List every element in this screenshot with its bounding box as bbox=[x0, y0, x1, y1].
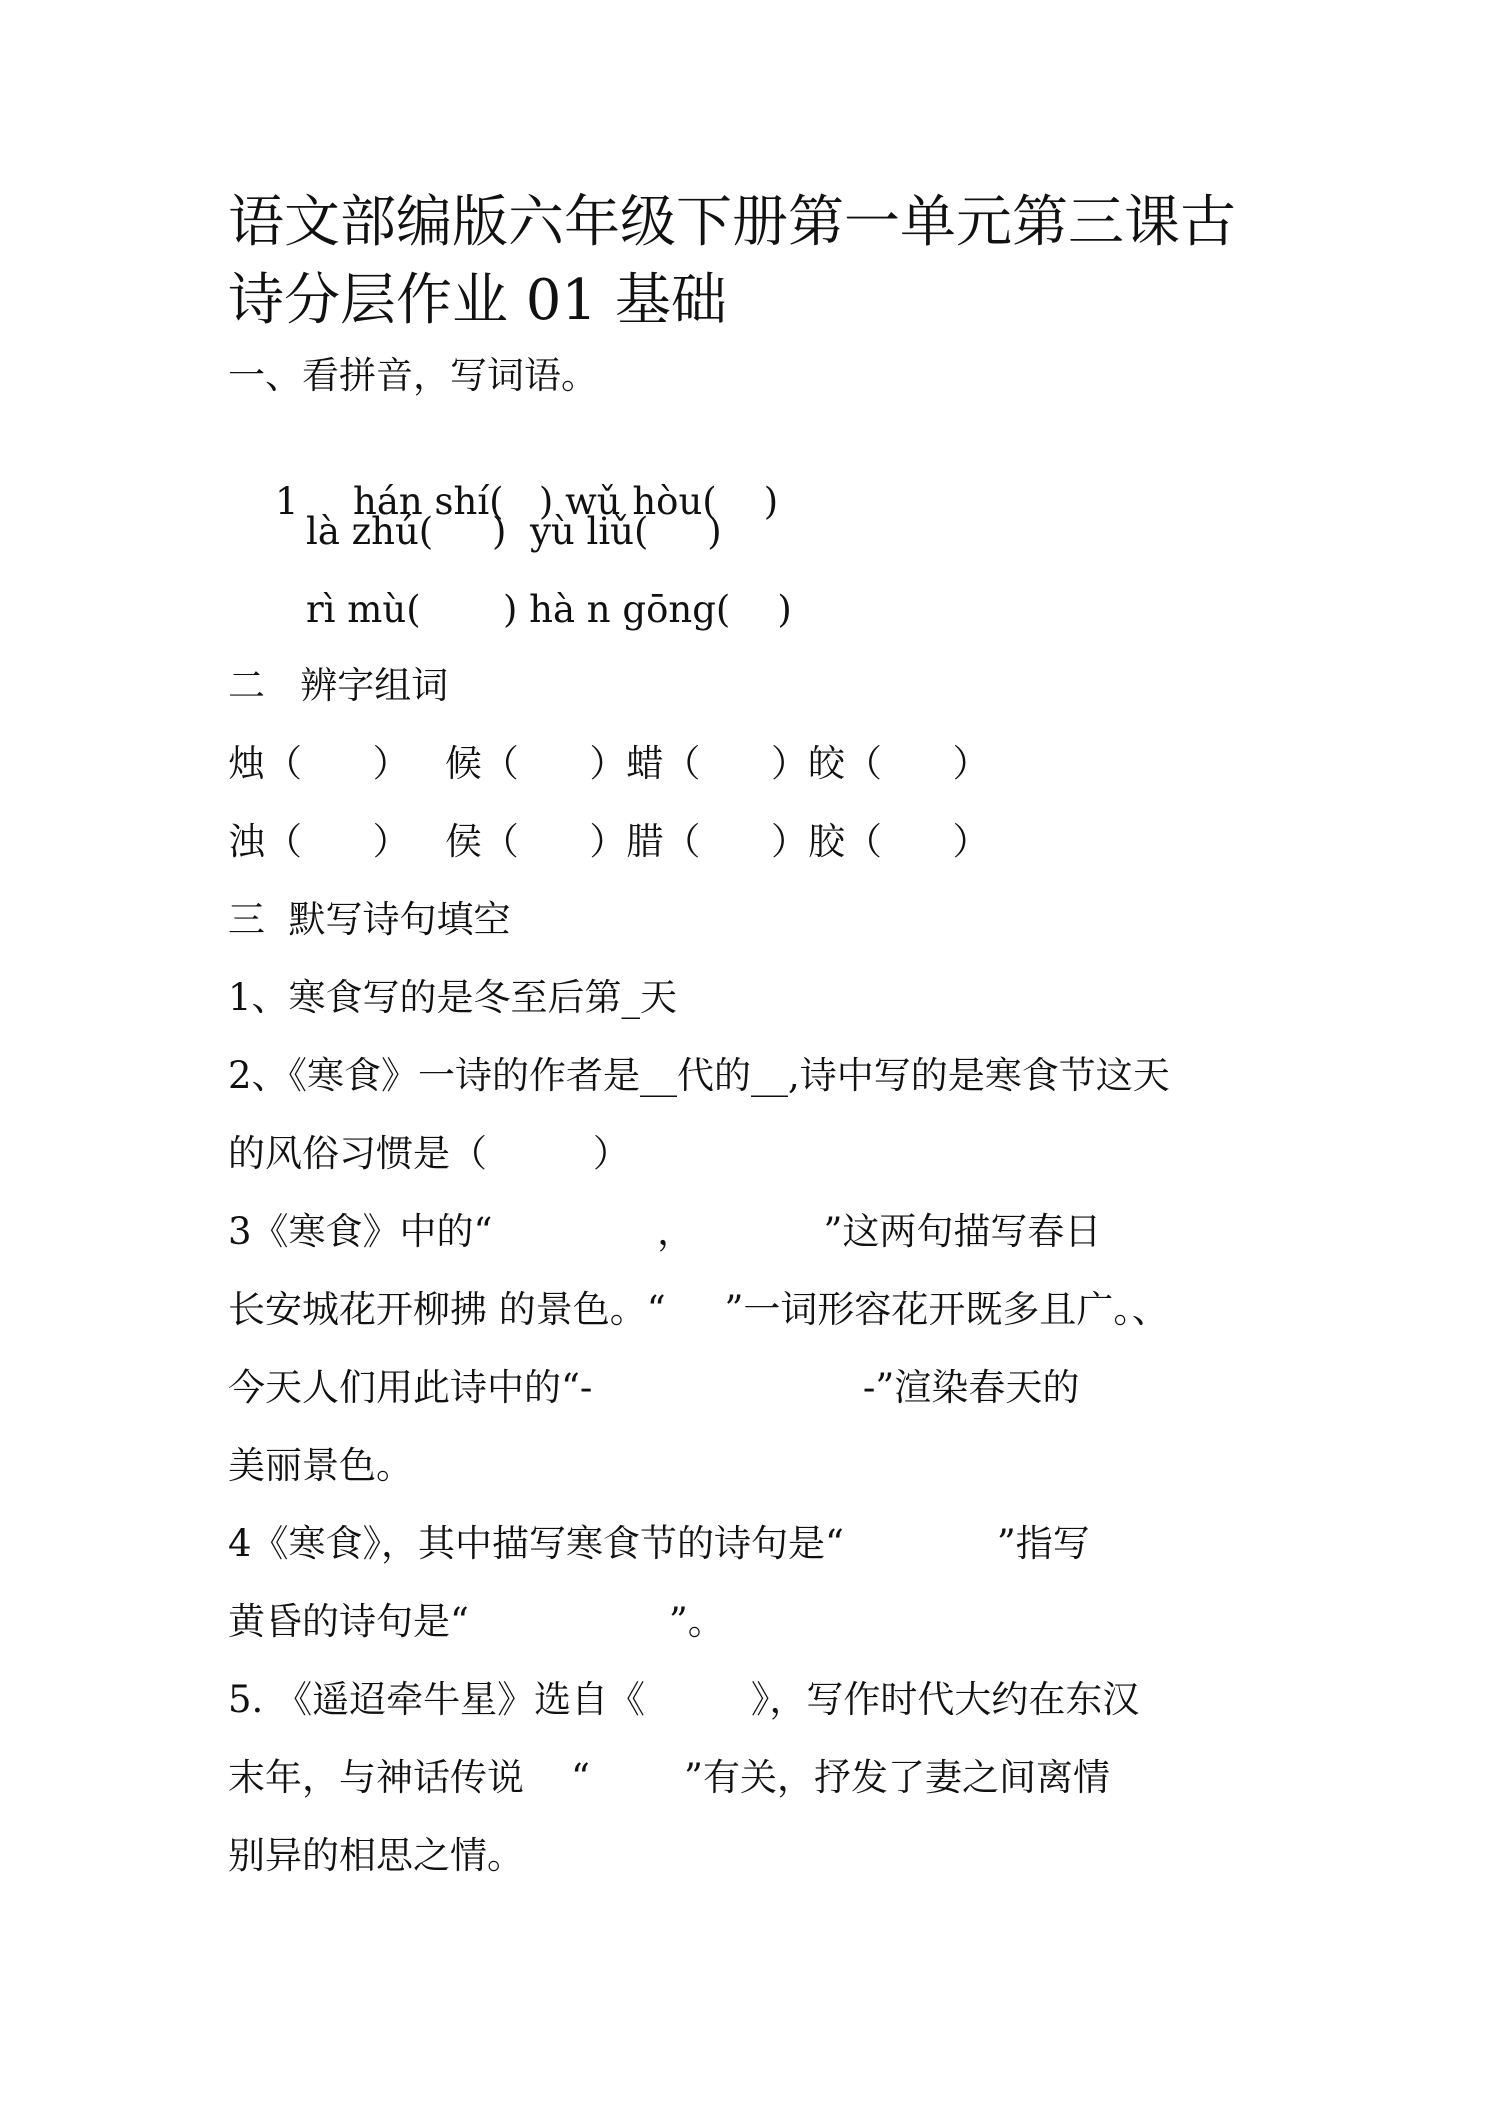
char-group-row-1: 烛（ ） 候（ ）蜡（ ）皎（ ） bbox=[228, 742, 990, 785]
question-5-line-3: 别异的相思之情。 bbox=[228, 1834, 524, 1877]
question-number: 1 bbox=[275, 480, 299, 523]
pinyin-row-3: rì mù( ) hà n gōng( ) bbox=[306, 588, 792, 631]
question-5-line-2: 末年，与神话传说 “ ”有关，抒发了妻之间离情 bbox=[228, 1756, 1110, 1799]
question-3-line-3: 今天人们用此诗中的“- -”渲染春天的 bbox=[228, 1366, 1080, 1409]
section-2-heading: 二 辨字组词 bbox=[228, 664, 449, 707]
question-3-line-4: 美丽景色。 bbox=[228, 1444, 413, 1487]
question-5-line-1: 5. 《遥迢牵牛星》选自《 》，写作时代大约在东汉 bbox=[228, 1678, 1140, 1721]
question-2-line-1: 2、《寒食》一诗的作者是__代的__,诗中写的是寒食节这天 bbox=[228, 1054, 1170, 1097]
page-title-line-1: 语文部编版六年级下册第一单元第三课古 bbox=[228, 190, 1236, 255]
pinyin-row-1-text: hán shí( ) wǔ hòu( ) bbox=[353, 480, 779, 523]
section-1-heading: 一、看拼音，写词语。 bbox=[228, 354, 598, 397]
question-4-line-1: 4《寒食》，其中描写寒食节的诗句是“ ”指写 bbox=[228, 1522, 1090, 1565]
page-title-line-2: 诗分层作业 01 基础 bbox=[228, 268, 727, 333]
question-1: 1、寒食写的是冬至后第_天 bbox=[228, 976, 678, 1019]
pinyin-row-2: là zhú( ) yù liǔ( ) bbox=[306, 510, 722, 553]
char-group-row-2: 浊（ ） 侯（ ）腊（ ）胶（ ） bbox=[228, 820, 990, 863]
question-3-line-1: 3《寒食》中的“ ， ”这两句描写春日 bbox=[228, 1210, 1102, 1253]
section-3-heading: 三 默写诗句填空 bbox=[228, 898, 511, 941]
question-3-line-2: 长安城花开柳拂 的景色。“ ”一词形容花开既多且广。、 bbox=[228, 1288, 1169, 1331]
question-2-line-2: 的风俗习惯是（ ） bbox=[228, 1132, 630, 1175]
question-4-line-2: 黄昏的诗句是“ ”。 bbox=[228, 1600, 725, 1643]
